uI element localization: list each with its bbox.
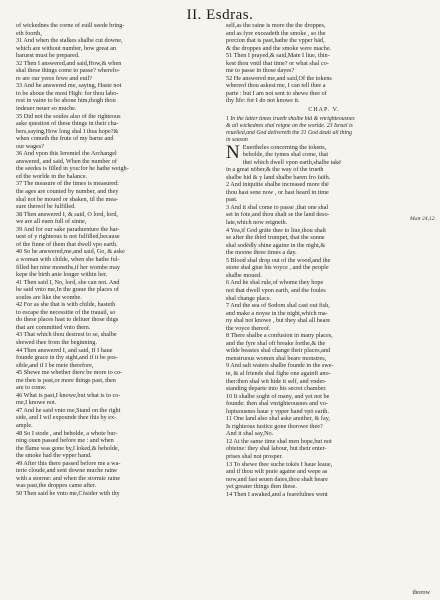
- text-line: founde grace in thy sight,and if it be pos-: [16, 354, 118, 362]
- text-line: sure thereof be fulfilled.: [16, 203, 76, 211]
- text-line: prises shal not prosper.: [226, 452, 283, 460]
- text-line: 37 The measure of the times is measured:: [16, 180, 119, 188]
- text-line: the flame was gone by,I loked,& beholde,: [16, 444, 120, 452]
- text-line: re are our yeres fewe and euil?: [16, 74, 92, 82]
- text-line: thy life: for I do not knowe it.: [226, 97, 300, 105]
- text-line: self,as the raine is more the the droppes,: [226, 22, 326, 29]
- text-line: 10 It shalbe soght of many, and yet not be: [226, 392, 330, 400]
- text-line: 9 And salt waters shalbe founde in the swe-: [226, 362, 334, 370]
- text-line: kepe the birth anie longer within her.: [16, 271, 108, 279]
- text-line: bers,saying,How long shal I thus hope?&: [16, 127, 119, 135]
- text-line: now,and fast seuen daies,thou shalt heare: [226, 475, 328, 483]
- text-line: 50 Then said he vnto me,Cõsider with thy: [16, 489, 120, 497]
- text-line: shal change place.: [226, 294, 272, 302]
- text-line: 7 And the sea of Sodom shal cast out fish,: [226, 302, 330, 310]
- text-line: in season: [226, 136, 248, 143]
- text-line: thei which dwell vpon earth,shalbe takē: [242, 158, 342, 166]
- text-line: me to passe in those dayes?: [226, 67, 295, 75]
- text-line: kest thou vntil that time? or what shal co-: [226, 59, 329, 67]
- text-line: do these places hast to deliuer those thigs: [16, 316, 119, 324]
- text-line: 44 Then answered I, and said, If I haue: [16, 346, 113, 354]
- text-line: 33 And he answered me, saying, Haste not: [16, 82, 122, 90]
- text-line: 47 And he said vnto me,Stand on the right: [16, 406, 121, 414]
- text-line: the ages are counted by number, and they: [16, 188, 119, 196]
- text-line: to be aboue the most High: for thou labo-: [16, 89, 119, 97]
- text-line: a woman with childe, when she hathe ful-: [16, 255, 120, 263]
- text-line: ning ouen passed before me : and when: [16, 437, 114, 445]
- text-line: 45 Shewe me whether there be more to co-: [16, 369, 123, 377]
- text-line: shal not be moued or shaken, til the mea-: [16, 195, 118, 203]
- text-line: stone shal giue his voyce , and the people: [226, 264, 329, 272]
- text-line: 38 Then answered I, & said, O lord, lord,: [16, 210, 118, 218]
- text-line: shalbe moued.: [226, 271, 262, 279]
- text-line: 40 So he answered,me,and said, Go, & aske: [16, 248, 125, 256]
- text-line: ample.: [16, 421, 33, 429]
- right-column: [226, 22, 422, 498]
- drop-cap: N: [226, 141, 240, 163]
- text-line: thou hast sene now , or hast heard in time: [226, 188, 329, 196]
- text-line: the seedes is filled in you:for he hathe weigh-: [16, 165, 129, 173]
- text-line: And it shal say,No.: [226, 430, 274, 438]
- text-line: 43 That which thou desirest to se, shalbe: [16, 331, 117, 339]
- text-line: 31 And when the stalkes shalbe cut downe,: [16, 37, 123, 45]
- text-line: 49 After this there passed before me a wa-: [16, 459, 121, 467]
- text-line: me then is past,or more things past, then: [16, 376, 116, 384]
- text-line: 51 Then I prayed,& said,Mate I liue, thin-: [226, 52, 330, 60]
- text-line: shalbe hid & y land shalbe baren fro faith.: [226, 173, 331, 181]
- catchword: thorow: [412, 589, 430, 596]
- text-line: shewed thee from the beginning.: [16, 338, 97, 346]
- text-line: 14 Then I awaked,and a fearefulnes went: [226, 490, 328, 498]
- text-line: te, & al friends shal fighe one againft ano-: [226, 369, 331, 377]
- text-line: 13 To shewe thee suche tokēs I haue leaue,: [226, 460, 333, 468]
- text-line: ed the worlde in the balance.: [16, 172, 88, 180]
- text-line: 36 And vpon this Ieremiel the Archangel: [16, 150, 117, 158]
- text-line: in a great nöber,& the way of the trueth: [226, 166, 324, 174]
- text-line: of wickednes the corne of euill seede bring-: [16, 22, 125, 29]
- text-line: Euertheles concerning the tokens,: [242, 143, 327, 151]
- text-line: the smoke had the vpper hand.: [16, 452, 92, 460]
- chapter-opening: [226, 141, 422, 182]
- text-line: whereof thou askest me, I can tell thee a: [226, 82, 326, 90]
- right-column-top: [226, 22, 422, 105]
- text-line: are to come.: [16, 384, 47, 392]
- text-line: soules are like the wombe.: [16, 293, 82, 301]
- text-line: yet greater things then these.: [226, 483, 297, 491]
- text-line: shal sodēdly shine againe in the night,&: [226, 241, 326, 249]
- right-column-rest: [226, 181, 422, 498]
- text-line: luptuousnes haue y vpper hand vpō earth.: [226, 407, 329, 415]
- text-line: 48 So I stode , and beholde, a whote bur-: [16, 429, 118, 437]
- text-line: 3 And it shal come to passe ,that one shal: [226, 203, 329, 211]
- text-line: porcion that is past,hathe the vpper hād,: [226, 37, 325, 45]
- text-line: se after the third trumpet, that the sonne: [226, 234, 325, 242]
- text-line: the moone three times a day.: [226, 249, 297, 257]
- text-line: 46 What is past,I knowe,but what is to co-: [16, 391, 121, 399]
- text-line: filled her nine moneths,if her wombe may: [16, 263, 120, 271]
- text-line: & all wickednes shal reigne on the worlde. 23 Israel is: [226, 122, 353, 129]
- text-line: past.: [226, 196, 238, 204]
- text-line: our wages?: [16, 142, 45, 150]
- text-line: 52 He answered me,and said,Of the tokens: [226, 74, 332, 82]
- text-line: we are all euen full of sinne,: [16, 218, 87, 226]
- text-line: 39 And for our sake paraduenture the har-: [16, 225, 120, 233]
- text-line: side, and I wil expounde thee this by ex-: [16, 414, 117, 422]
- text-line: to escape the necessitie of the trauail, so: [16, 308, 116, 316]
- text-line: me,I knowe not.: [16, 399, 57, 407]
- text-line: and as fyre exceadeth the smoke , so the: [226, 29, 326, 37]
- text-line: ther:then shal wit hide it self, and vnder-: [226, 377, 327, 385]
- text-line: with a storme: and when the stormie raine: [16, 474, 120, 482]
- left-column: [16, 22, 212, 497]
- text-line: 41 Then said I, No, lord, she can not. And: [16, 278, 120, 286]
- text-line: was past,the droppes came after.: [16, 482, 97, 490]
- text-line: & the droppes and the smoke were mache.: [226, 44, 332, 52]
- text-line: ny shal not knowe , but they shal all heare: [226, 317, 331, 325]
- text-line: founde: then shal vnrighteousnes and vo-: [226, 400, 328, 408]
- text-line: standing departe into his secret chamber.: [226, 385, 327, 393]
- text-line: 1 In the latter times trueth shalbe hid & vnrighteousnes: [226, 115, 355, 122]
- text-line: 5 Blood shal drop out of the wood,and the: [226, 256, 331, 264]
- text-line: indeuer neuer so muche.: [16, 105, 77, 113]
- text-line: 11 One land also shal aske another, & fay,: [226, 415, 330, 423]
- text-line: reueiled,and God delivereth the 31 God dealt all thing: [226, 129, 352, 136]
- text-line: 42 For as she that is with childe, hasteth: [16, 301, 116, 309]
- text-line: beholde, the tymes shal come, that: [242, 151, 329, 159]
- text-line: 8 There shalbe a confusion in many places,: [226, 332, 333, 340]
- text-line: sible,and if I be mete therefore,: [16, 361, 94, 369]
- text-line: 6 And he shal rule,of whome they hope: [226, 279, 324, 287]
- page-title: II. Esdras.: [186, 7, 254, 23]
- text-line: when cometh the frute of my barne and: [16, 135, 114, 143]
- text-line: wilde beastes shal change their places,and: [226, 347, 331, 355]
- text-line: uest of y righteous is not fulfilled,because: [16, 233, 120, 241]
- text-line: and if thou wilt praie againe and wepe as: [226, 468, 328, 476]
- text-line: terie cloude,and sent downe muche raine: [16, 467, 118, 475]
- chapter-argument: [226, 116, 422, 144]
- text-line: 12 At the same time shal men hope,but not: [226, 437, 332, 445]
- text-line: not that dwell vpon earth, and the foules: [226, 286, 326, 294]
- text-line: aske question of these things in their cha-: [16, 120, 119, 128]
- running-header: [0, 4, 440, 24]
- text-line: which are without number, how great an: [16, 44, 116, 52]
- text-line: haruest must be prepared.: [16, 52, 80, 60]
- text-line: 32 Then I answered,and said,How,& when: [16, 59, 122, 67]
- text-line: of the finne of them that dwell vpo earth.: [16, 240, 118, 248]
- text-line: he said vnto me,In the graue the places of: [16, 286, 119, 294]
- text-line: 35 Did not the soules also of the righteous: [16, 112, 121, 120]
- text-line: obteine: they shal labour, but their enter-: [226, 445, 327, 453]
- text-line: the voyce thereof.: [226, 324, 271, 332]
- text-line: rest in vaine to be aboue him,thogh thou: [16, 97, 116, 105]
- text-line: 2 And iniquitie shalbe increased more thē: [226, 181, 329, 189]
- text-line: Is righteous iustice gone thorowe thee?: [226, 422, 323, 430]
- margin-note: Matt 24,12.: [410, 216, 436, 222]
- text-line: menstruous women shal beare monstres,: [226, 354, 327, 362]
- text-line: late,which now reigneth.: [226, 219, 288, 227]
- text-line: and the fyre shal oft breake forthe,& the: [226, 339, 326, 347]
- text-line: eth foorth,: [16, 29, 42, 37]
- text-line: set in fote,and thou shalt se the land deso-: [226, 211, 330, 219]
- text-line: and make a noyse in the night,which ma-: [226, 309, 328, 317]
- text-line: 4 Yea,if God grāte thee to liue,thou shalt: [226, 226, 327, 234]
- text-line: shal these things come to passe? wherefo-: [16, 67, 120, 75]
- text-line: answered, and said, When the number of: [16, 157, 117, 165]
- chapter-heading: CHAP. V.: [308, 107, 340, 114]
- text-line: parte : but I am not sent to shewe thee of: [226, 89, 327, 97]
- text-line: that are committed vnto them.: [16, 323, 91, 331]
